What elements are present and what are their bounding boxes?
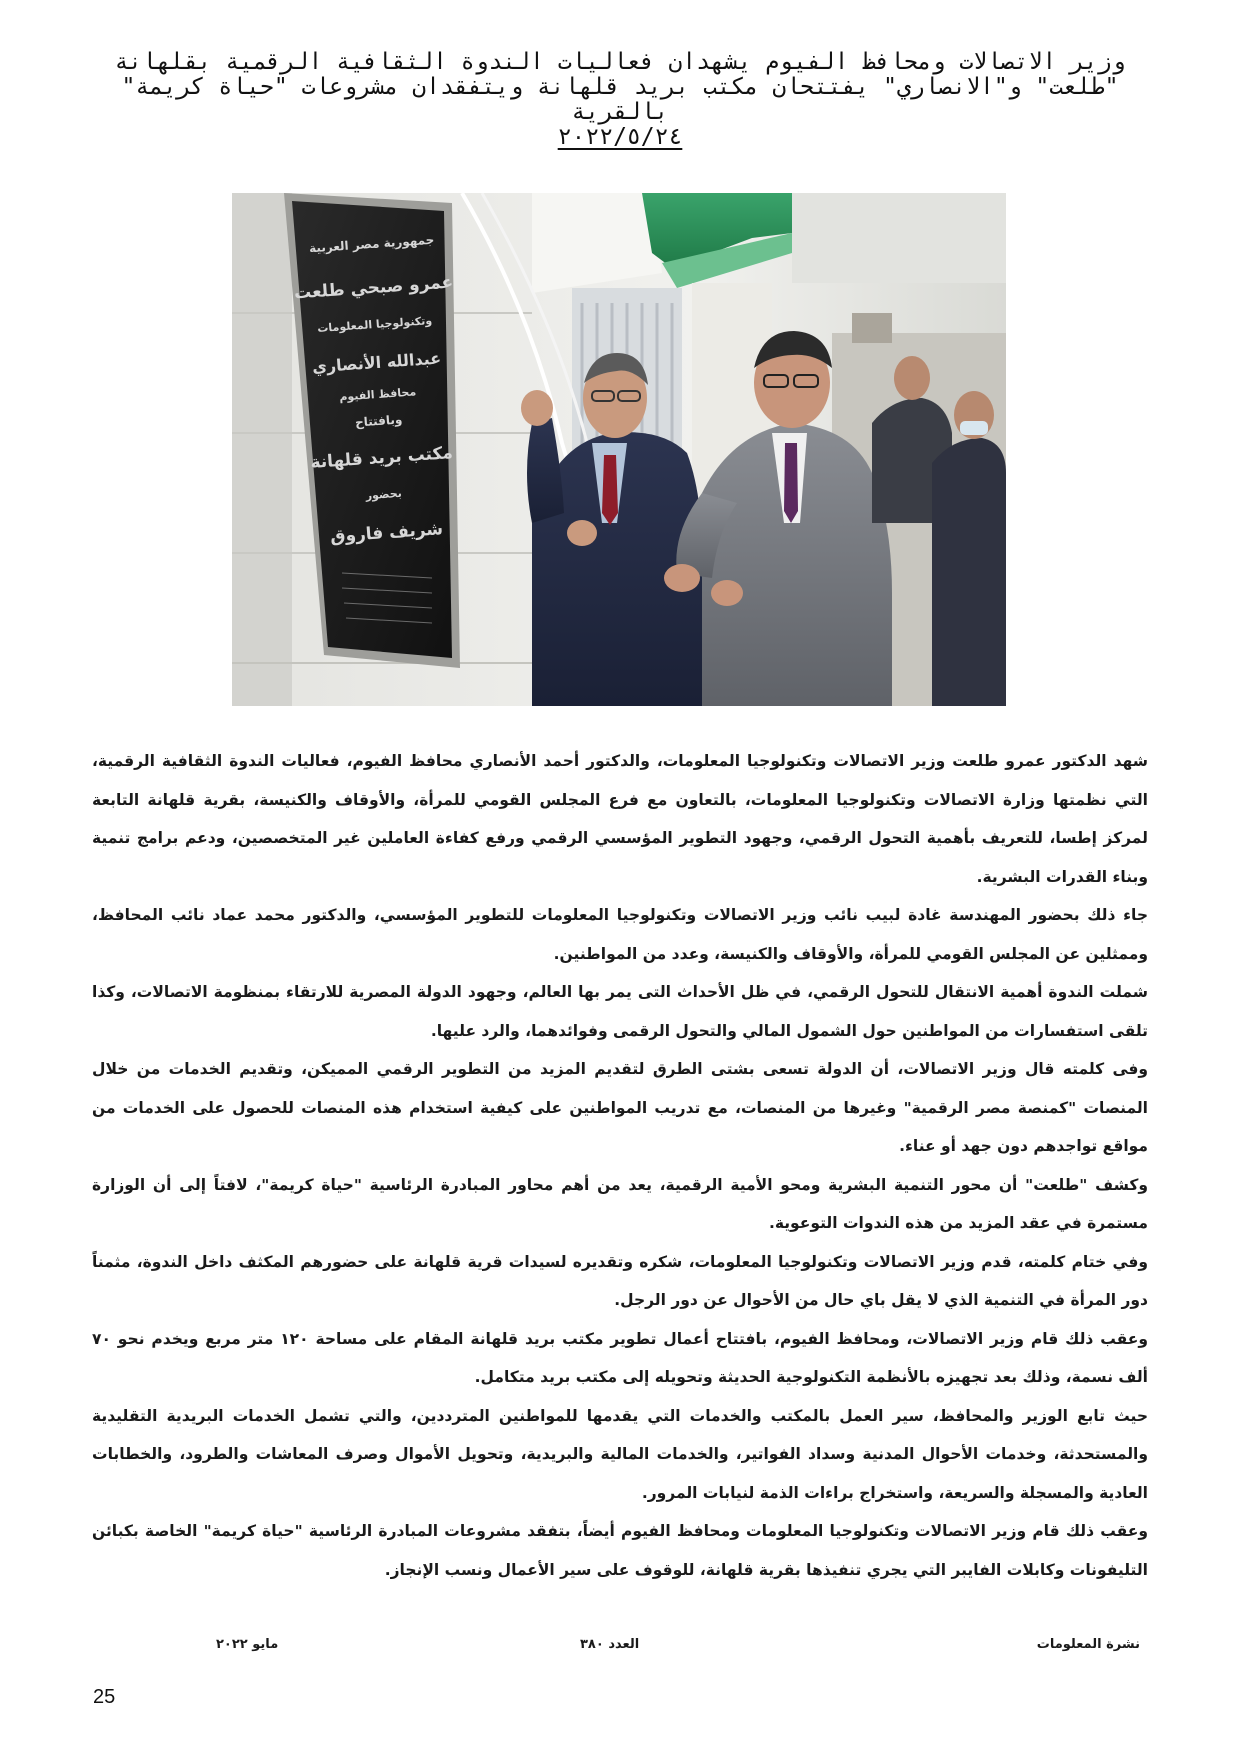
plaque-text: شريف فاروق (329, 519, 444, 547)
plaque-text: مكتب بريد قلهانة (309, 443, 454, 473)
plaque-text: جمهورية مصر العربية (308, 232, 435, 256)
article-paragraph: وعقب ذلك قام وزير الاتصالات، ومحافظ الفيوم، بافتتاح أعمال تطوير مكتب بريد قلهانة المقام على مساحة ١٢٠ متر مربع ويخدم نحو ٧٠ ألف نسمة، وذلك بعد تجهيزه بالأنظمة التكنولوجية الحديثة وتحويله إلى مكتب بريد متكامل. (92, 1329, 1149, 1386)
article-paragraph: شملت الندوة أهمية الانتقال للتحول الرقمي، في ظل الأحداث التى يمر بها العالم، وجهود الدولة المصرية للارتقاء بمنظومة الاتصالات، وكذا تلقى استفسارات من المواطنين حول الشمول المالي والتحول الرقمى وفوائدهما، والرد عليها. (92, 983, 1148, 1040)
footer-month: مايو ٢٠٢٢ (216, 1637, 279, 1652)
plaque-text: عمرو صبحي طلعت (293, 272, 454, 304)
plaque-text: محافظ الفيوم (338, 385, 417, 404)
plaque-text: وبافتتاح (354, 412, 403, 430)
headline-line-2: "طلعت" و"الانصاري" يفتتحان مكتب بريد قلهانة ويتفقدان مشروعات "حياة كريمة" بالقرية (121, 74, 1119, 125)
headline-line-1: وزير الاتصالات ومحافظ الفيوم يشهدان فعاليات الندوة الثقافية الرقمية بقلهانة (114, 49, 1126, 75)
article-body (92, 742, 1148, 1589)
article-paragraph: وفى كلمته قال وزير الاتصالات، أن الدولة تسعى بشتى الطرق لتقديم المزيد من التطوير الرقمي المميكن، وتقديم الخدمات من خلال المنصات "كمنصة مصر الرقمية" وغيرها من المنصات، مع تدريب المواطنين على كيفية استخدام هذه المنصات للحصول على الخدمات من مواقع تواجدهم دون جهد أو عناء. (92, 1060, 1148, 1155)
plaque-text: عبدالله الأنصاري (311, 348, 442, 377)
footer-issue: العدد ٣٨٠ (580, 1637, 640, 1652)
footer-publication: نشرة المعلومات (1036, 1637, 1140, 1652)
article-paragraph: وكشف "طلعت" أن محور التنمية البشرية ومحو الأمية الرقمية، يعد من أهم محاور المبادرة الرئاسية "حياة كريمة"، لافتاً إلى أن الوزارة مستمرة في عقد المزيد من هذه الندوات التوعوية. (92, 1175, 1148, 1232)
article-paragraph: شهد الدكتور عمرو طلعت وزير الاتصالات وتكنولوجيا المعلومات، والدكتور أحمد الأنصاري محافظ الفيوم، فعاليات الندوة الثقافية الرقمية، التي نظمتها وزارة الاتصالات وتكنولوجيا المعلومات، بالتعاون مع فرع المجلس القومي للمرأة، والأوقاف والكنيسة، بقرية قلهانة التابعة لمركز إطسا، للتعريف بأهمية التحول الرقمي، وجهود التطوير المؤسسي الرقمي ورفع كفاءة العاملين غير المتخصصين، ودعم برامج تنمية وبناء القدرات البشرية. (92, 752, 1148, 886)
photo-illustration (232, 193, 1006, 706)
plaque-text: بحضور (365, 486, 403, 503)
article-paragraph: حيث تابع الوزير والمحافظ، سير العمل بالمكتب والخدمات التي يقدمها للمواطنين المترددين، والتي تشمل الخدمات البريدية التقليدية والمستحدثة، وخدمات الأحوال المدنية وسداد الفواتير، والخدمات المالية والبريدية، وتحويل الأموال وصرف المعاشات والطرود، والخطابات العادية والمسجلة والسريعة، واستخراج براءات الذمة لنيابات المرور. (92, 1406, 1148, 1502)
page-number: 25 (93, 1686, 116, 1708)
plaque-text: وتكنولوجيا المعلومات (316, 314, 433, 336)
article-paragraph: وفي ختام كلمته، قدم وزير الاتصالات وتكنولوجيا المعلومات، شكره وتقديره لسيدات قرية قلهانة على حضورهم المكثف داخل الندوة، مثمناً دور المرأة في التنمية الذي لا يقل باي حال من الأحوال عن دور الرجل. (92, 1252, 1148, 1309)
article-header (100, 50, 1140, 150)
page-footer (200, 1637, 1140, 1659)
headline-date: ٢٠٢٢/٥/٢٤ (557, 124, 683, 150)
article-photo (232, 193, 1006, 706)
article-paragraph: وعقب ذلك قام وزير الاتصالات وتكنولوجيا المعلومات ومحافظ الفيوم أيضاً، بتفقد مشروعات المبادرة الرئاسية "حياة كريمة" الخاصة بكبائن التليفونات وكابلات الفايبر التي يجري تنفيذها بقرية قلهانة، للوقوف على سير الأعمال ونسب الإنجاز. (92, 1522, 1148, 1579)
article-paragraph: جاء ذلك بحضور المهندسة غادة لبيب نائب وزير الاتصالات وتكنولوجيا المعلومات للتطوير المؤسسي، والدكتور محمد عماد نائب المحافظ، وممثلين عن المجلس القومي للمرأة، والأوقاف والكنيسة، وعدد من المواطنين. (92, 906, 1148, 963)
